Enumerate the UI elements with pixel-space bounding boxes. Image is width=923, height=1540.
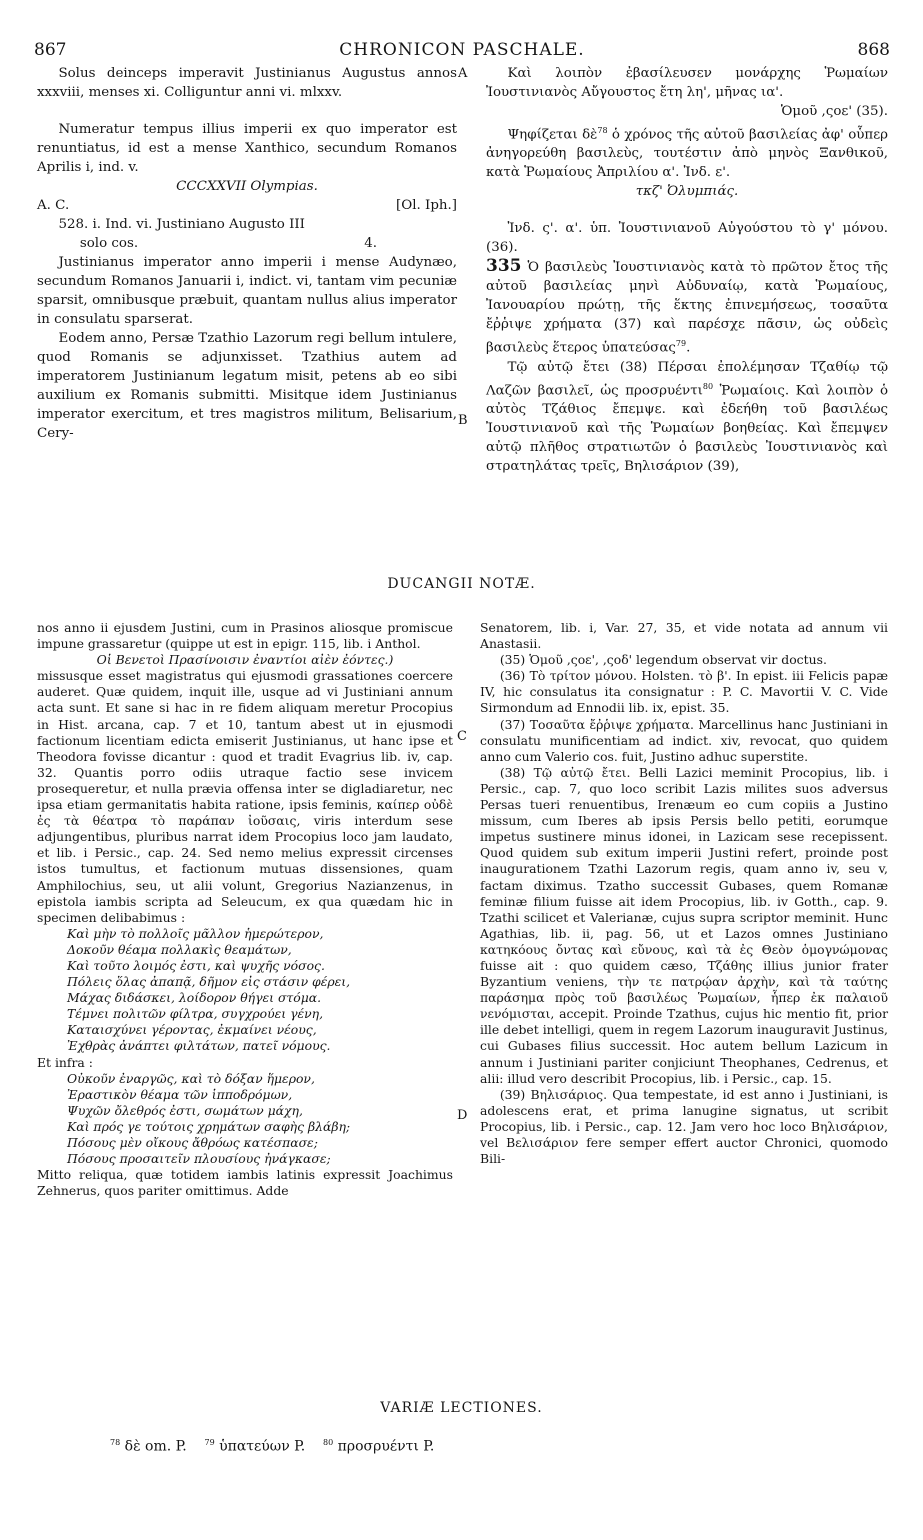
verse-block [37,926,453,1055]
note-36: (36) Τὸ τρίτον μόνου. Holsten. τὸ β'. In epist. iii Felicis papæ IV, hic consulatus ita consignatur : P. C. Mavortii V. C. Vide Sirmondum ad Ennodii lib. ix, epist. 35. [480,668,888,716]
note-paragraph: missusque esset magistratus qui ejusmodi grassationes coercere auderet. Quæ quidem, inquit ille, usque ad vi Justiniani annum acta sunt. Et sane si hac in re fidem aliquam meretur Procopius in Hist. arcana, cap. 7 et 10, tantum abest ut in ejusmodi factionum licentiam edicta emiserit Justinianus, ut hanc ipse et Theodora fovisse dicantur : quod et tradit Evagrius lib. iv, cap. 32. Quantis porro odiis utraque factio sese invicem prosequeretur, et nulla prævia offensa inter se digladiaretur, nec ipsa etiam germanitatis habita ratione, ipsis feminis, καίπερ οὐδὲ ἐς τὰ θέατρα τὸ παράπαν ἰοῦσαις, viris interdum sese adjungentibus, pluribus narrat idem Procopius loco jam laudato, et lib. i Persic., cap. 24. Sed nemo melius expressit circenses istos tumultus, et factionum mutuas dissensiones, quam Amphilochius, seu, ut alii volunt, Gregorius Nazianzenus, in epistola iambis scripta ad Seleucum, ex qua quædam hic in specimen delibabimus : [37,668,453,925]
margin-letter-c: C [457,729,467,744]
verse-line: Ἐραστικὸν θέαμα τῶν ἱπποδρόμων, [67,1086,293,1102]
greek-paragraph [486,121,888,182]
verse-line: Πόσους μὲν οἴκους ἄθρόως κατέσπασε; [67,1135,318,1150]
greek-text: Τῷ αὐτῷ ἔτει (38) Πέρσαι ἐπολέμησαν Τζαθίῳ τῷ Λαζῶν βασιλεῖ, ὡς προσρυέντι [486,359,888,399]
note-38: (38) Τῷ αὐτῷ ἔτει. Belli Lazici meminit Procopius, lib. i Persic., cap. 7, quo loco scribit Lazis milites suos adversus Persas tueri renuentibus, Irenæum eo cum copiis a Justino missum, cum Iberes ab ipsis Persis bello petiti, eorumque impetus sustinere minus idonei, in Lazicam sese recepissent. Quod quidem sub exitum imperii Justini refert, proinde post inaugurationem Tzathi Lazorum regis, quam anno iv, seu v, factam diximus. Tzatho successit Gubases, quem Romanæ feminæ filium fuisse ait idem Procopius, lib. iv Gotth., cap. 9. Tzathi scilicet et Valerianæ, cujus supra scriptor meminit. Hunc Agathias, lib. ii, pag. 56, ut et Lazos omnes Justiniano κατηκόους ὄντας καὶ εὔνους, καὶ τὰ ἐς Θεὸν ὁμογνώμονας fuisse ait : quo quidem cæso, Τζάθης illius junior frater Byzantium veniens, τὴν τε πατρῴαν ἀρχὴν, καὶ τὰ ταύτης παράσημα πρὸς τοῦ βασιλέως Ῥωμαίων, ἧπερ ἐκ παλαιοῦ νενόμισται, accepit. Proinde Tzathus, cujus hic mentio fit, prior ille debet intelligi, quem in regem Lazorum inauguravit Justinus, cui Gubases filius successit. Hoc autem bellum Lazicum in annum i Justiniani pariter conjiciunt Theophanes, Cedrenus, et alii: illud vero describit Procopius, lib. i Persic., cap. 15. [480,764,888,1086]
footnote-marker: 80 [702,381,714,391]
variant-reading: ὑπατεύων P. [214,1438,306,1455]
running-header [34,40,890,64]
variant-marker: 79 [204,1438,215,1447]
running-title: CHRONICON PASCHALE. [339,40,585,60]
verse-line: Ἐχθρὰς ἀνάπτει φιλτάτων, πατεῖ νόμους. [67,1038,331,1054]
notes-left-column [37,620,453,1199]
note-paragraph: Mitto reliqua, quæ totidem iambis latinis expressit Joachimus Zehnerus, quos pariter omittimus. Adde [37,1167,453,1199]
variant-marker: 80 [323,1438,334,1447]
page-number-right: 868 [857,40,890,60]
verse-line: Πόλεις ὅλας ἀπαπᾷ, δῆμον εἰς στάσιν φέρει, [67,974,351,990]
verse-line: Καὶ τοῦτο λοιμός ἐστι, καὶ ψυχῆς νόσος. [67,957,325,973]
variant-reading: δὲ om. P. [120,1438,187,1455]
greek-text: Ψηφίζεται δὲ [507,127,598,143]
variant-marker: 78 [110,1438,121,1447]
greek-paragraph [486,358,888,476]
greek-text: Ῥωμαίοις. Καὶ λοιπὸν ὁ αὐτὸς Τζάθιος ἔπεμψε. καὶ ἐδεήθη τοῦ βασιλέως Ἰουστινιανοῦ καὶ τῆς Ῥωμαίων βοηθείας. Καὶ ἔπεμψεν αὐτῷ πλῆθος στρατιωτῶν ὁ βασιλεὺς Ἰουστινιανὸς καὶ στρατηλάτας τρεῖς, Βηλισάριον (39), [486,383,889,475]
footnote-marker: 78 [597,126,608,135]
olympiad-heading: CCCXXVII Olympias. [176,179,318,194]
anno-christi-label: A. C. [37,198,70,213]
varia-heading: VARIÆ LECTIONES. [380,1400,543,1416]
verse-block [37,1071,453,1168]
olympiad-label: [Ol. Iph.] [396,198,457,213]
consul-label: solo cos. [79,236,139,251]
page-number-left: 867 [34,40,67,60]
year-number: 4. [364,236,377,251]
greek-paragraph [486,257,888,357]
note-39: (39) Βηλισάριος. Qua tempestate, id est anno i Justiniani, is adolescens erat, et prima lanugine signatus, ut scribit Procopius, lib. i Persic., cap. 12. Jam vero hoc loco Βηλισάριον, vel Βελισάριον fere semper effert auctor Chronici, quomodo Bili- [480,1086,888,1167]
greek-column [486,64,888,476]
margin-letter-a: A [458,66,468,81]
verse-line: Καὶ μὴν τὸ πολλοῖς μᾶλλον ἡμερώτερον, [67,925,324,941]
year-heading [37,196,457,215]
varia-lectiones [110,1438,434,1455]
greek-text: ὁ χρόνος τῆς αὐτοῦ βασιλείας ἀφ' οὗπερ ἀνηγορεύθη βασιλεὺς, τουτέστιν ἀπὸ μηνὸς Ξανθικοῦ, κατὰ Ῥωμαίους Ἀπριλίου α'. Ἰνδ. ε'. [486,127,889,181]
olympiad-heading: τκζ' Ὀλυμπιάς. [635,184,739,200]
verse-line: Μάχας διδάσκει, λοίδορον θήγει στόμα. [67,990,322,1006]
note-quotation: Οἱ Βενετοὶ Πρασίνοισιν ἐναντίοι αἰὲν ἐόντες.) [96,652,394,668]
note-35: (35) Ὁμοῦ ,ςοε', ,ςοδ' legendum observat vir doctus. [499,652,827,668]
margin-letter-d: D [457,1108,468,1123]
notes-right-column [480,620,888,1167]
greek-consul-line: Ἰνδ. ς'. α'. ὑπ. Ἰουστινιανοῦ Αὐγούστου τὸ γ' μόνου. (36). [486,221,888,256]
note-paragraph: nos anno ii ejusdem Justini, cum in Prasinos aliosque promiscue impune grassaretur (quippe ut est in epigr. 115, lib. i Anthol. [37,620,453,652]
latin-paragraph: Solus deinceps imperavit Justinianus Augustus annos xxxviii, menses xi. Colliguntur anni vi. mlxxv. [37,66,457,100]
greek-paragraph: Καὶ λοιπὸν ἐβασίλευσεν μονάρχης Ῥωμαίων Ἰουστινιανὸς Αὔγουστος ἔτη λη', μῆνας ια'. [486,66,888,100]
latin-column [37,64,457,443]
note-37: (37) Τοσαῦτα ἔῤῥιψε χρήματα. Marcellinus hanc Justiniani in consulatu munificentiam ad indict. xiv, revocat, quo quidem anno cum Valerio cos. fuit, Justino adhuc superstite. [480,716,888,764]
latin-paragraph: Numeratur tempus illius imperii ex quo imperator est renuntiatus, id est a mense Xanthico, secundum Romanos Aprilis i, ind. v. [37,122,457,175]
latin-paragraph: Justinianus imperator anno imperii i mense Audynæo, secundum Romanos Januarii i, indict. vi, tantam vim pecuniæ sparsit, omnibusque præbuit, quantam nullus alius imperator in consulatu sparserat. [37,255,457,327]
notes-heading: DUCANGII NOTÆ. [387,576,536,592]
verse-line: Καταισχύνει γέροντας, ἐκμαίνει νέους, [67,1022,317,1038]
greek-text: . [686,340,691,356]
margin-letter-b: B [458,413,468,428]
consul-line-2 [37,234,457,253]
verse-line: Δοκοῦν θέαμα πολλακὶς θεαμάτων, [67,941,292,957]
note-paragraph: Senatorem, lib. i, Var. 27, 35, et vide notata ad annum vii Anastasii. [480,620,888,652]
verse-line: Οὐκοῦν ἐναργῶς, καὶ τὸ δόξαν ἥμερον, [67,1070,315,1086]
consul-line: 528. i. Ind. vi. Justiniano Augusto III [58,217,305,232]
verse-line: Καὶ πρός γε τούτοις χρημάτων σαφὴς βλάβη; [67,1118,351,1134]
section-number: 335 [486,256,522,277]
greek-total: Ὁμοῦ ,ςοε' (35). [780,104,888,119]
greek-text: Ὁ βασιλεὺς Ἰουστινιανὸς κατὰ τὸ πρῶτον ἔτος τῆς αὐτοῦ βασιλείας μηνὶ Αὐδυναίῳ, κατὰ Ῥωμαίους, Ἰανουαρίου πρώτῃ, τῆς ἕκτης ἐπινεμήσεως, τοσαῦτα ἔῤῥιψε χρήματα (37) καὶ παρέσχε πᾶσιν, ὡς οὐδεὶς βασιλεὺς ἕτερος ὑπατεύσας [486,260,888,356]
verse-line: Πόσους προσαιτεῖν πλουσίους ἠνάγκασε; [67,1151,331,1167]
et-infra: Et infra : [37,1054,93,1070]
footnote-marker: 79 [675,339,687,349]
variant-reading: προσρυέντι P. [333,1438,435,1455]
verse-line: Ψυχῶν ὄλεθρός ἐστι, σωμάτων μάχη, [67,1102,303,1118]
verse-line: Τέμνει πολιτῶν φίλτρα, συγχρούει γένη, [67,1006,324,1022]
latin-paragraph: Eodem anno, Persæ Tzathio Lazorum regi bellum intulere, quod Romanis se adjunxisset. Tzathius autem ad imperatorem Justinianum legatum misit, petens ab eo sibi auxilium ex Romanis submitti. Misitque idem Justinianus imperator exercitum, et tres magistros militum, Belisarium, Cery- [37,331,457,441]
